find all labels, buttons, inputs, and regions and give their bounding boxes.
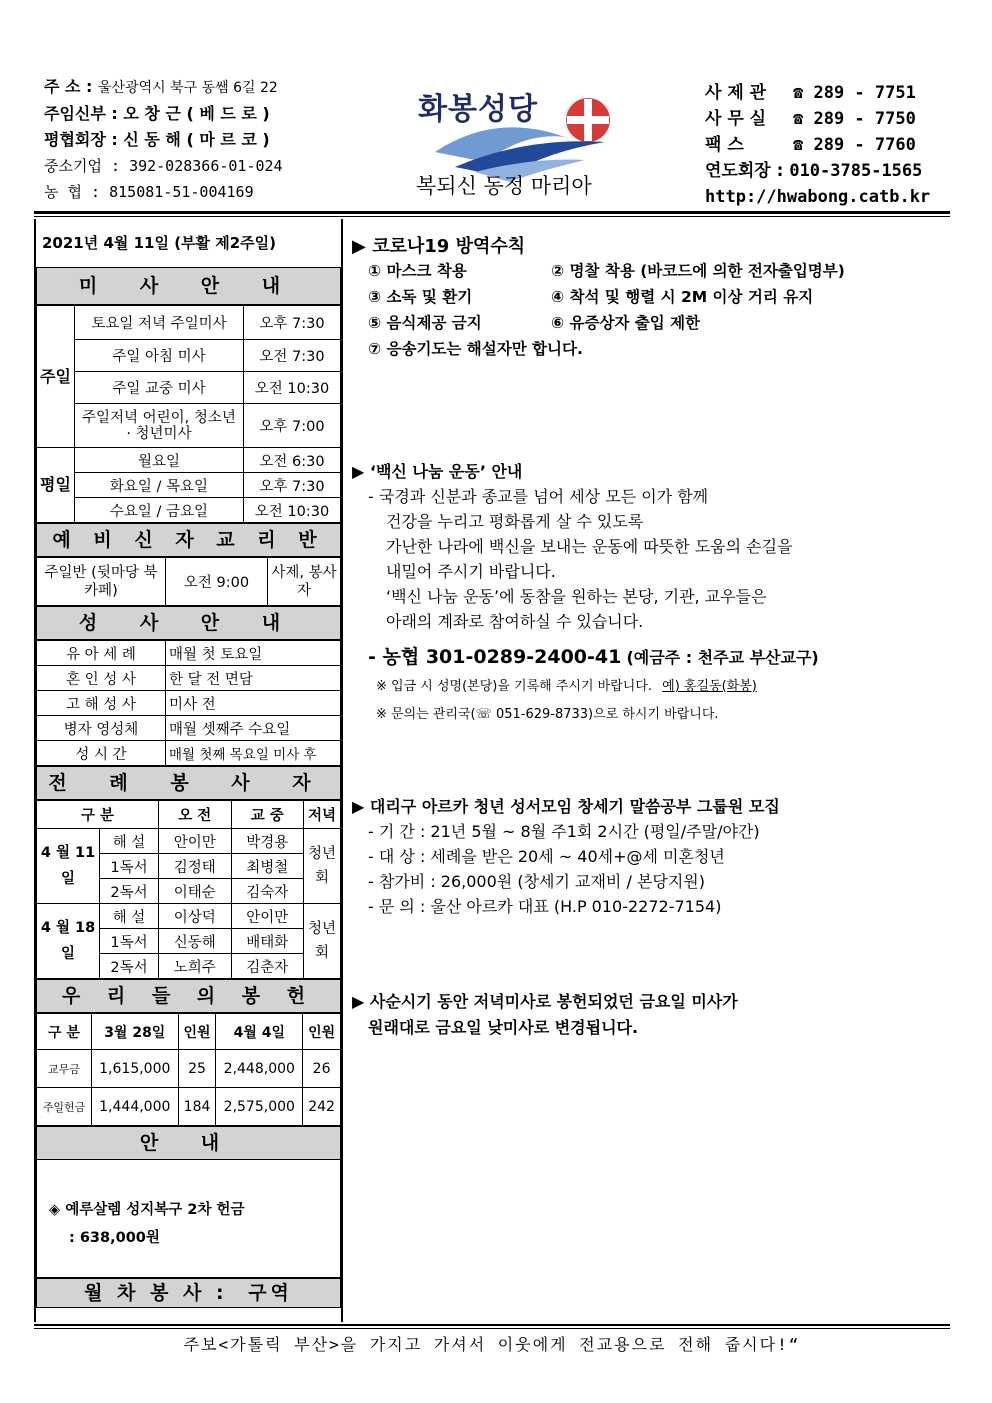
liturgy-main: 최병철 xyxy=(231,854,304,879)
arca-line: - 기 간 : 21년 5월 ~ 8월 주1회 2시간 (평일/주말/야간) xyxy=(368,822,760,841)
vaccine-line: 건강을 누리고 평화롭게 살 수 있도록 xyxy=(386,512,644,531)
liturgy-header: 저녁 xyxy=(304,801,341,829)
liturgy-role: 1독서 xyxy=(100,929,159,954)
liturgy-main: 김춘자 xyxy=(231,954,304,979)
office-row xyxy=(705,106,955,132)
sacrament-title: 성 사 안 내 xyxy=(36,606,341,640)
offering-a: 1,615,000 xyxy=(91,1050,178,1088)
mass-time: 오전 7:30 xyxy=(244,340,341,372)
offering-an: 25 xyxy=(178,1050,216,1088)
catechumen-who: 사제, 봉사자 xyxy=(268,558,341,606)
mass-time: 오전 10:30 xyxy=(244,372,341,404)
arca-line: - 참가비 : 26,000원 (창세기 교재비 / 본당지원) xyxy=(368,872,706,891)
offering-header: 3월 28일 xyxy=(91,1014,178,1050)
covid-rule: ② 명찰 착용 (바코드에 의한 전자출입명부) xyxy=(551,262,845,280)
offering-kind: 교무금 xyxy=(37,1050,92,1088)
catechumen-table xyxy=(36,557,341,606)
bank1-row xyxy=(44,153,344,179)
address-label: 주 소 : xyxy=(44,77,93,96)
assoc-label: 연도회장 : xyxy=(705,161,784,181)
covid-rule: ⑤ 음식제공 금지 xyxy=(368,314,482,332)
covid-title: ▶ 코로나19 방역수칙 xyxy=(352,236,526,257)
vaccine-note-example: 예) 홍길동(화봉) xyxy=(662,679,757,694)
liturgy-role: 1독서 xyxy=(100,854,159,879)
catechumen-name: 주일반 (뒷마당 북카페) xyxy=(37,558,166,606)
notice-box xyxy=(36,1160,341,1278)
bank2-row xyxy=(44,179,344,205)
liturgy-date: 4 월 18 일 xyxy=(37,904,100,979)
sacrament-name: 유 아 세 례 xyxy=(37,641,166,666)
council-row xyxy=(44,127,344,153)
liturgy-role: 2독서 xyxy=(100,954,159,979)
vaccine-note: ※ 문의는 관리국(☏ 051-629-8733)으로 하시기 바랍니다. xyxy=(376,707,719,722)
mass-time: 오전 10:30 xyxy=(244,498,341,523)
council: 신 동 해 ( 마 르 코 ) xyxy=(123,130,270,149)
council-label: 평협회장 : xyxy=(44,130,118,149)
arca-title: ▶ 대리구 아르카 청년 성서모임 창세기 말씀공부 그룹원 모집 xyxy=(352,797,780,816)
fax-label: 팩 스 xyxy=(705,135,744,155)
footer-rule xyxy=(34,1324,950,1326)
liturgy-main: 김숙자 xyxy=(231,879,304,904)
liturgy-role: 해 설 xyxy=(100,829,159,854)
mass-name: 화요일 / 목요일 xyxy=(74,473,243,498)
vaccine-line: - 국경과 신분과 종교를 넘어 세상 모든 이가 함께 xyxy=(368,487,709,506)
vaccine-line: ‘백신 나눔 운동’에 동참을 원하는 본당, 기관, 교우들은 xyxy=(386,587,767,606)
liturgy-evening: 청년회 xyxy=(304,829,341,904)
office-phone: ☎ 289 - 7750 xyxy=(793,109,916,129)
friday-line: ▶ 사순시기 동안 저녁미사로 봉헌되었던 금요일 미사가 xyxy=(352,992,738,1011)
mass-time: 오후 7:30 xyxy=(244,306,341,340)
offering-kind: 주일헌금 xyxy=(37,1088,92,1126)
friday-section xyxy=(352,989,942,1041)
rectory-phone: ☎ 289 - 7751 xyxy=(793,83,916,103)
sacrament-name: 성 시 간 xyxy=(37,741,166,766)
weekday-label: 평일 xyxy=(37,448,75,523)
sacrament-name: 병자 영성체 xyxy=(37,716,166,741)
vaccine-note-row xyxy=(352,673,942,701)
offering-title: 우 리 들 의 봉 헌 xyxy=(36,979,341,1013)
offering-header: 인원 xyxy=(178,1014,216,1050)
header-rule-thin xyxy=(34,216,950,217)
covid-rule: ③ 소독 및 환기 xyxy=(368,288,473,306)
liturgy-header: 오 전 xyxy=(159,801,232,829)
mass-name: 토요일 저녁 주일미사 xyxy=(74,306,243,340)
liturgy-am: 안이만 xyxy=(159,829,232,854)
fax-phone: ☎ 289 - 7760 xyxy=(793,135,916,155)
friday-line: 원래대로 금요일 낮미사로 변경됩니다. xyxy=(368,1018,639,1037)
vaccine-title: ▶ ‘백신 나눔 운동’ 안내 xyxy=(352,462,523,481)
sacrament-table xyxy=(36,640,341,766)
liturgy-am: 이태순 xyxy=(159,879,232,904)
mass-name: 주일저녁 어린이, 청소년 · 청년미사 xyxy=(74,404,243,448)
bank1-label: 중소기업 : xyxy=(44,157,121,175)
assoc-row xyxy=(705,158,955,184)
footer-text: 주보<가톨릭 부산>을 가지고 가셔서 이웃에게 전교용으로 전해 줍시다!“ xyxy=(183,1335,801,1354)
bank1: 392-028366-01-024 xyxy=(129,157,283,175)
catechumen-title: 예 비 신 자 교 리 반 xyxy=(36,523,341,557)
liturgy-main: 배태화 xyxy=(231,929,304,954)
mass-table xyxy=(36,305,341,523)
notice-line: : 638,000원 xyxy=(69,1230,160,1246)
arca-lines xyxy=(352,819,942,919)
covid-rule: ④ 착석 및 행렬 시 2M 이상 거리 유지 xyxy=(551,288,814,306)
covid-rule: ① 마스크 착용 xyxy=(368,262,467,280)
rectory-label: 사 제 관 xyxy=(705,83,767,103)
offering-header: 구 분 xyxy=(37,1014,92,1050)
liturgy-am: 신동해 xyxy=(159,929,232,954)
footer-rule-thin xyxy=(34,1328,950,1329)
assoc-phone: 010-3785-1565 xyxy=(789,161,923,181)
liturgy-date: 4 월 11 일 xyxy=(37,829,100,904)
sacrament-when: 매월 첫째 목요일 미사 후 xyxy=(166,741,341,766)
liturgy-role: 해 설 xyxy=(100,904,159,929)
liturgy-evening: 청년회 xyxy=(304,904,341,979)
fax-row xyxy=(705,132,955,158)
offering-table xyxy=(36,1013,341,1126)
contact-info xyxy=(705,80,955,210)
liturgy-am: 김정태 xyxy=(159,854,232,879)
liturgy-title: 전 례 봉 사 자 xyxy=(36,766,341,800)
liturgy-main: 안이만 xyxy=(231,904,304,929)
offering-a: 1,444,000 xyxy=(91,1088,178,1126)
liturgy-am: 이상덕 xyxy=(159,904,232,929)
vaccine-line: 아래의 계좌로 참여하실 수 있습니다. xyxy=(386,612,644,631)
monthly-service xyxy=(36,1278,341,1308)
liturgy-header: 구 분 xyxy=(37,801,159,829)
catechumen-time: 오전 9:00 xyxy=(166,558,268,606)
bulletin-date: 2021년 4월 11일 (부활 제2주일) xyxy=(42,234,277,252)
arca-line: - 대 상 : 세례을 받은 20세 ~ 40세+@세 미혼청년 xyxy=(368,847,725,866)
liturgy-table xyxy=(36,800,341,979)
mass-name: 월요일 xyxy=(74,448,243,473)
offering-b: 2,575,000 xyxy=(216,1088,303,1126)
offering-bn: 26 xyxy=(303,1050,341,1088)
website[interactable]: http://hwabong.catb.kr xyxy=(705,187,931,207)
rectory-row xyxy=(705,80,955,106)
church-patron: 복되신 동정 마리아 xyxy=(416,174,592,198)
arca-section xyxy=(352,795,942,919)
monthly-label: 월 차 봉 사 : xyxy=(84,1282,228,1304)
mass-time: 오후 7:00 xyxy=(244,404,341,448)
liturgy-am: 노희주 xyxy=(159,954,232,979)
mass-name: 주일 교중 미사 xyxy=(74,372,243,404)
vaccine-holder: (예금주 : 천주교 부산교구) xyxy=(626,648,819,667)
vaccine-line: 가난한 나라에 백신을 보내는 운동에 따뜻한 도움의 손길을 xyxy=(386,537,793,556)
vaccine-account: - 농협 301-0289-2400-41 xyxy=(368,646,622,668)
offering-header: 인원 xyxy=(303,1014,341,1050)
pastor-row xyxy=(44,101,344,127)
offering-b: 2,448,000 xyxy=(216,1050,303,1088)
vaccine-note: ※ 입금 시 성명(본당)을 기록해 주시기 바랍니다. xyxy=(376,679,653,694)
offering-an: 184 xyxy=(178,1088,216,1126)
header-rule xyxy=(34,211,950,214)
liturgy-header: 교 중 xyxy=(231,801,304,829)
vaccine-section xyxy=(352,460,942,729)
sacrament-when: 매월 셋째주 수요일 xyxy=(166,716,341,741)
arca-line: - 문 의 : 울산 아르카 대표 (H.P 010-2272-7154) xyxy=(368,897,722,916)
bank2-label: 농 협 : xyxy=(44,183,101,201)
covid-rule: ⑥ 유증상자 출입 제한 xyxy=(551,314,701,332)
vaccine-line: 내밀어 주시기 바랍니다. xyxy=(386,562,556,581)
covid-rule: ⑦ 응송기도는 해설자만 합니다. xyxy=(368,340,583,358)
sacrament-when: 매월 첫 토요일 xyxy=(166,641,341,666)
monthly-value: 구역 xyxy=(248,1282,293,1304)
left-column xyxy=(34,219,343,1322)
mass-name: 수요일 / 금요일 xyxy=(74,498,243,523)
bank2: 815081-51-004169 xyxy=(109,183,254,201)
liturgy-role: 2독서 xyxy=(100,879,159,904)
liturgy-main: 박경용 xyxy=(231,829,304,854)
church-name: 화봉성당 xyxy=(418,92,538,127)
sacrament-when: 미사 전 xyxy=(166,691,341,716)
sacrament-when: 한 달 전 면담 xyxy=(166,666,341,691)
covid-rules xyxy=(352,258,942,362)
vaccine-account-row xyxy=(352,642,942,673)
office-label: 사 무 실 xyxy=(705,109,767,129)
notice-line: ◈ 예루살렘 성지복구 2차 헌금 xyxy=(49,1202,245,1218)
sunday-label: 주일 xyxy=(37,306,75,448)
covid-section xyxy=(352,232,942,362)
address: 울산광역시 북구 동쌤 6길 22 xyxy=(98,80,278,96)
mass-title: 미 사 안 내 xyxy=(36,267,341,305)
notice-title: 안 내 xyxy=(36,1126,341,1160)
address-row xyxy=(44,74,344,101)
pastor: 오 창 근 ( 베 드 로 ) xyxy=(123,104,270,123)
sacrament-name: 혼 인 성 사 xyxy=(37,666,166,691)
mass-name: 주일 아침 미사 xyxy=(74,340,243,372)
offering-header: 4월 4일 xyxy=(216,1014,303,1050)
offering-bn: 242 xyxy=(303,1088,341,1126)
header-info xyxy=(44,74,344,205)
pastor-label: 주임신부 : xyxy=(44,104,118,123)
mass-time: 오전 6:30 xyxy=(244,448,341,473)
mass-time: 오후 7:30 xyxy=(244,473,341,498)
sacrament-name: 고 해 성 사 xyxy=(37,691,166,716)
